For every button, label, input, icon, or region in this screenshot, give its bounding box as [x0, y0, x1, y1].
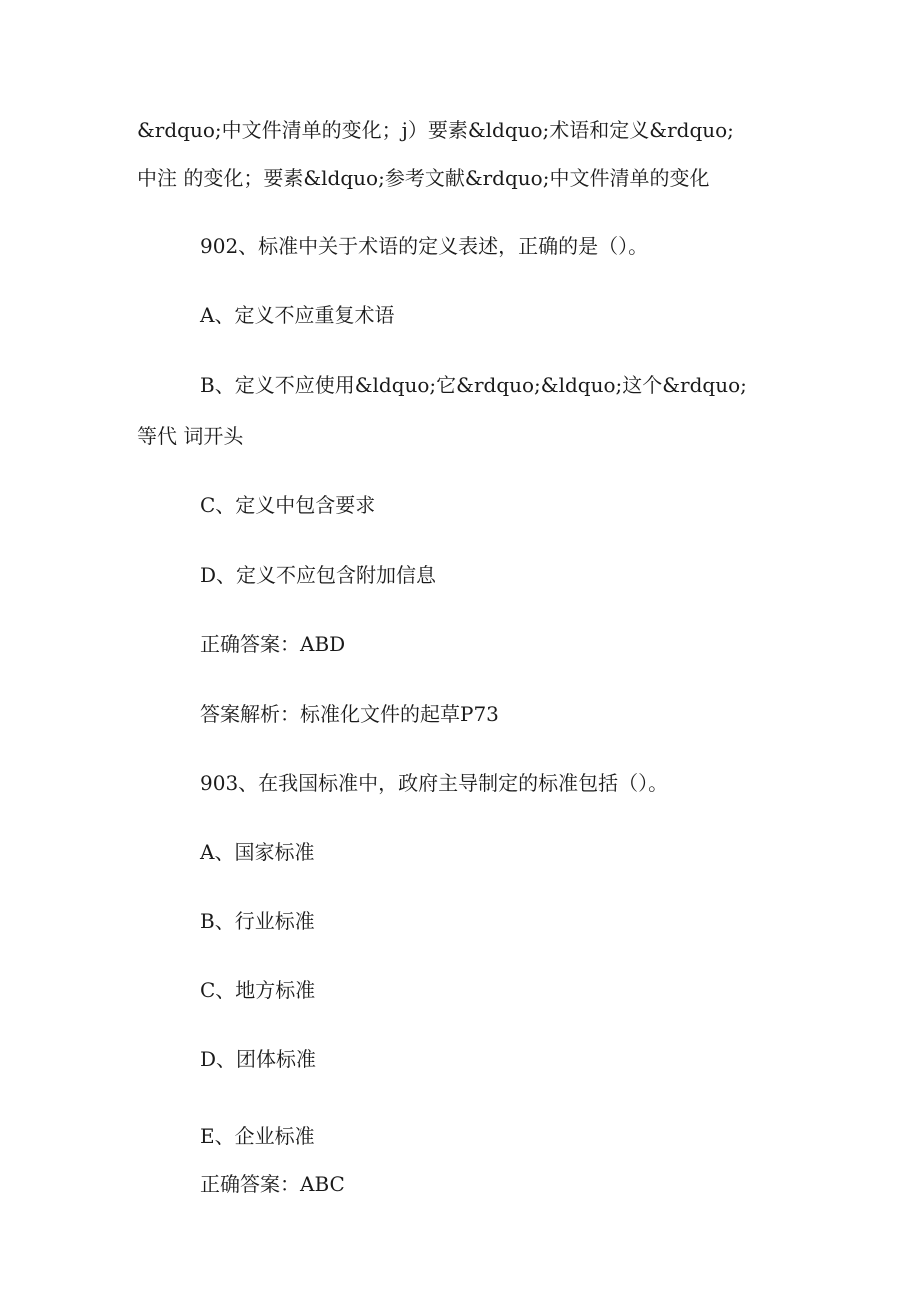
- continuation-line-2: 中注 的变化；要素&ldquo;参考文献&rdquo;中文件清单的变化: [137, 166, 710, 190]
- q903-option-c: C、地方标准: [200, 978, 316, 1002]
- q902-option-a: A、定义不应重复术语: [200, 303, 395, 327]
- q903-option-a: A、国家标准: [200, 840, 315, 864]
- q903-option-d: D、团体标准: [200, 1047, 317, 1071]
- continuation-line-1: &rdquo;中文件清单的变化；j）要素&ldquo;术语和定义&rdquo;: [137, 118, 734, 142]
- q903-option-e: E、企业标准: [200, 1124, 315, 1148]
- q902-option-b-line-1: B、定义不应使用&ldquo;它&rdquo;&ldquo;这个&rdquo;: [200, 373, 747, 397]
- q902-analysis: 答案解析：标准化文件的起草P73: [200, 702, 499, 726]
- q903-option-b: B、行业标准: [200, 909, 315, 933]
- q902-option-d: D、定义不应包含附加信息: [200, 563, 437, 587]
- question-902: 902、标准中关于术语的定义表述，正确的是（）。: [200, 234, 649, 258]
- q902-option-c: C、定义中包含要求: [200, 493, 376, 517]
- q902-answer: 正确答案：ABD: [200, 632, 346, 656]
- q903-answer: 正确答案：ABC: [200, 1172, 345, 1196]
- question-903: 903、在我国标准中，政府主导制定的标准包括（）。: [200, 771, 669, 795]
- q902-option-b-line-2: 等代 词开头: [137, 424, 244, 448]
